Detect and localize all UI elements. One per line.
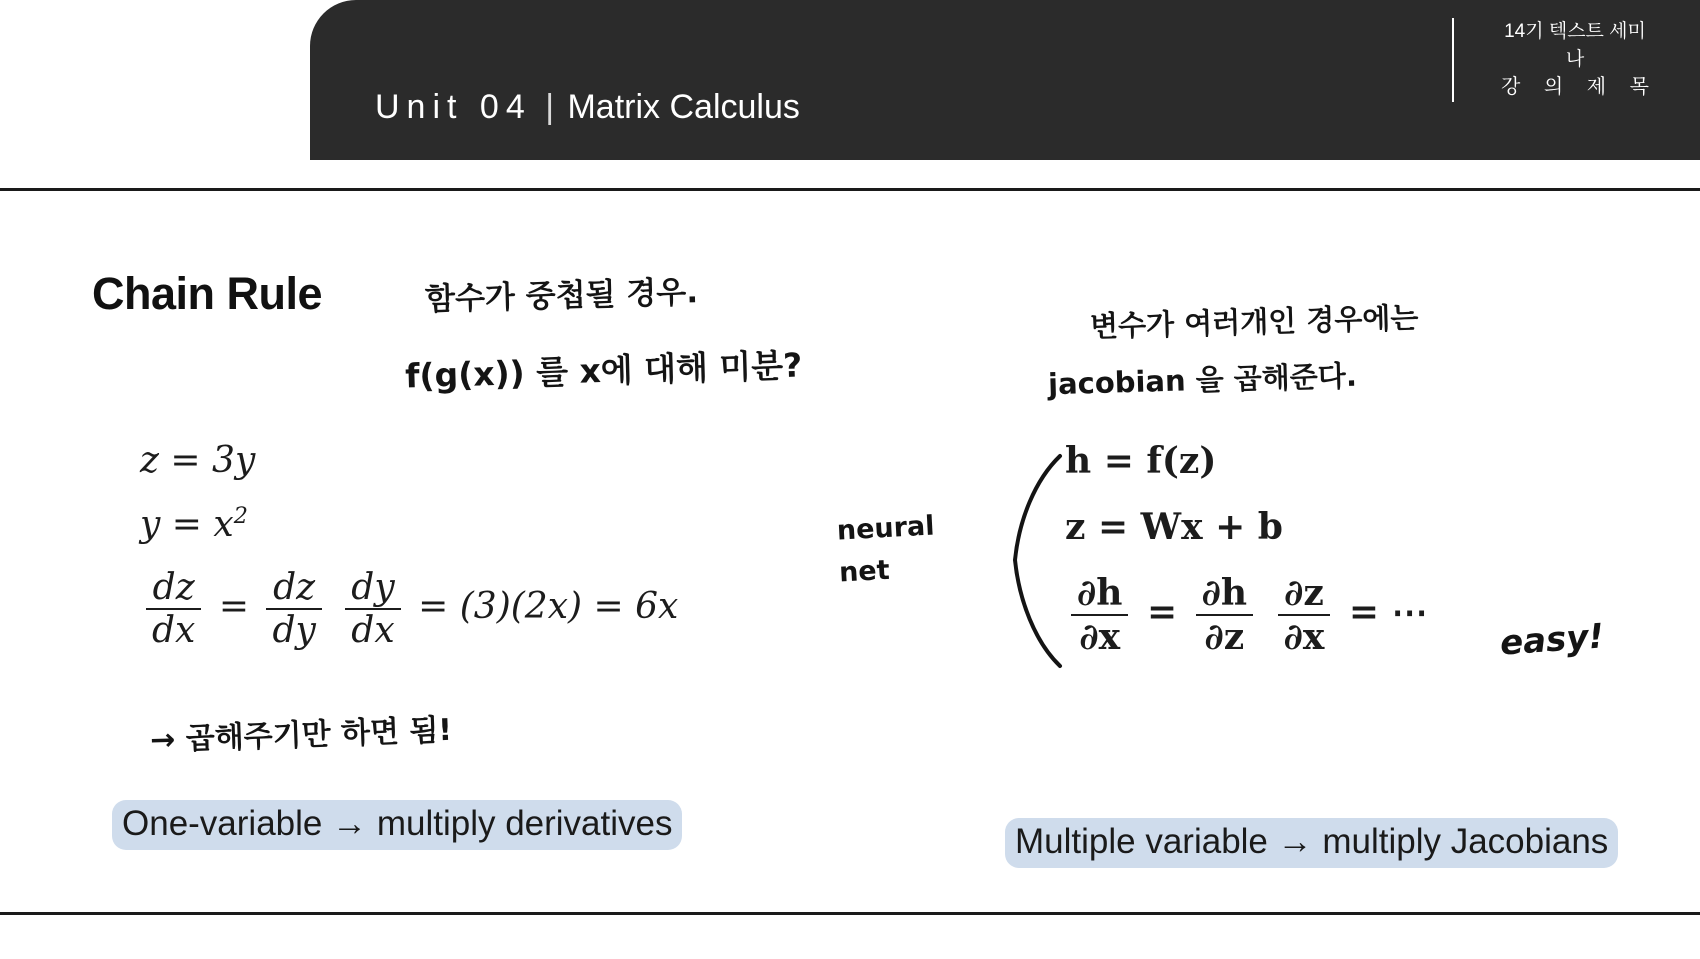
left-eq2-exponent: 2 — [233, 503, 248, 529]
header-subject: Matrix Calculus — [567, 88, 800, 126]
handwritten-note-3: 변수가 여러개인 경우에는 — [1089, 300, 1419, 344]
fraction-dh-dz-numerator: ∂h — [1201, 572, 1248, 614]
handwritten-easy-label: easy! — [1498, 616, 1606, 664]
left-equation-block — [140, 440, 678, 673]
header-meta-line2: 나 — [1565, 48, 1585, 70]
header-title — [375, 88, 800, 127]
handwritten-note-2: f(g(x)) 를 x에 대해 미분? — [404, 345, 803, 396]
left-equation-line-2 — [140, 503, 678, 545]
fraction-dy-dx-numerator: dy — [351, 567, 395, 608]
fraction-dz-dy-numerator: dz — [273, 567, 316, 608]
left-equation-line-1 — [140, 440, 678, 481]
bottom-divider — [0, 912, 1700, 915]
header-meta-line3: 강 의 제 목 — [1501, 76, 1658, 99]
fraction-dz-dx — [146, 567, 201, 651]
left-equation-line-3 — [140, 567, 678, 651]
fraction-dh-dz-denominator: ∂z — [1196, 614, 1253, 658]
left-eq3-equals-1: = — [218, 586, 249, 627]
top-divider — [0, 188, 1700, 191]
fraction-dh-dx-numerator: ∂h — [1077, 572, 1123, 614]
caption-multiple-variable: Multiple variable → multiply Jacobians — [1005, 818, 1618, 868]
brace-icon — [1005, 450, 1065, 670]
fraction-dh-dx — [1071, 572, 1128, 658]
header-unit-label: Unit 04 — [375, 88, 532, 126]
header-meta-line1: 14기 텍스트 세미 — [1504, 21, 1646, 42]
fraction-dz-dx-denominator: dx — [146, 608, 201, 651]
fraction-dz-dx-right-denominator: ∂x — [1278, 614, 1331, 658]
handwritten-note-1: 함수가 중첩될 경우. — [424, 274, 699, 318]
header-meta — [1452, 18, 1682, 102]
left-eq2-equals: = — [171, 504, 202, 545]
handwritten-arrow-note: → 곱해주기만 하면 됨! — [149, 712, 453, 759]
left-eq2-rhs: x — [213, 504, 234, 545]
fraction-dz-dy — [266, 567, 321, 651]
left-eq3-equals-2: = — [418, 586, 449, 627]
caption-one-variable: One-variable → multiply derivatives — [112, 800, 682, 850]
page-title: Chain Rule — [92, 268, 323, 319]
fraction-dy-dx — [345, 567, 400, 651]
left-eq3-result-1: (3)(2x) — [459, 586, 583, 627]
left-eq3-result-2: 6x — [635, 586, 679, 627]
fraction-dz-dx-right — [1278, 572, 1331, 658]
fraction-dz-dx-right-numerator: ∂z — [1284, 572, 1324, 614]
left-eq1-equals: = — [170, 440, 201, 481]
right-equation-line-1: h = f(z) — [1065, 440, 1217, 482]
handwritten-note-4: jacobian 을 곱해준다. — [1047, 358, 1358, 402]
left-eq1-rhs: 3y — [212, 440, 256, 481]
handwritten-neural-net-label: neural net — [836, 510, 936, 589]
right-equation-line-3 — [1065, 572, 1431, 658]
left-eq3-equals-3: = — [593, 586, 624, 627]
right-equation-line-2: z = Wx + b — [1065, 506, 1283, 548]
header-separator: | — [545, 88, 555, 126]
fraction-dz-dy-denominator: dy — [266, 608, 321, 651]
fraction-dz-dx-numerator: dz — [152, 567, 195, 608]
left-eq1-lhs: z — [140, 440, 159, 481]
right-equation-block — [1065, 440, 1431, 682]
right-eq3-equals-1: = — [1146, 591, 1178, 633]
fraction-dh-dx-denominator: ∂x — [1071, 614, 1128, 658]
slide-header — [310, 0, 1700, 160]
left-eq2-lhs: y — [140, 504, 161, 545]
fraction-dh-dz — [1196, 572, 1253, 658]
fraction-dy-dx-denominator: dx — [345, 608, 400, 651]
right-eq3-ellipsis: ⋯ — [1391, 591, 1431, 633]
right-eq3-equals-2: = — [1348, 591, 1380, 633]
